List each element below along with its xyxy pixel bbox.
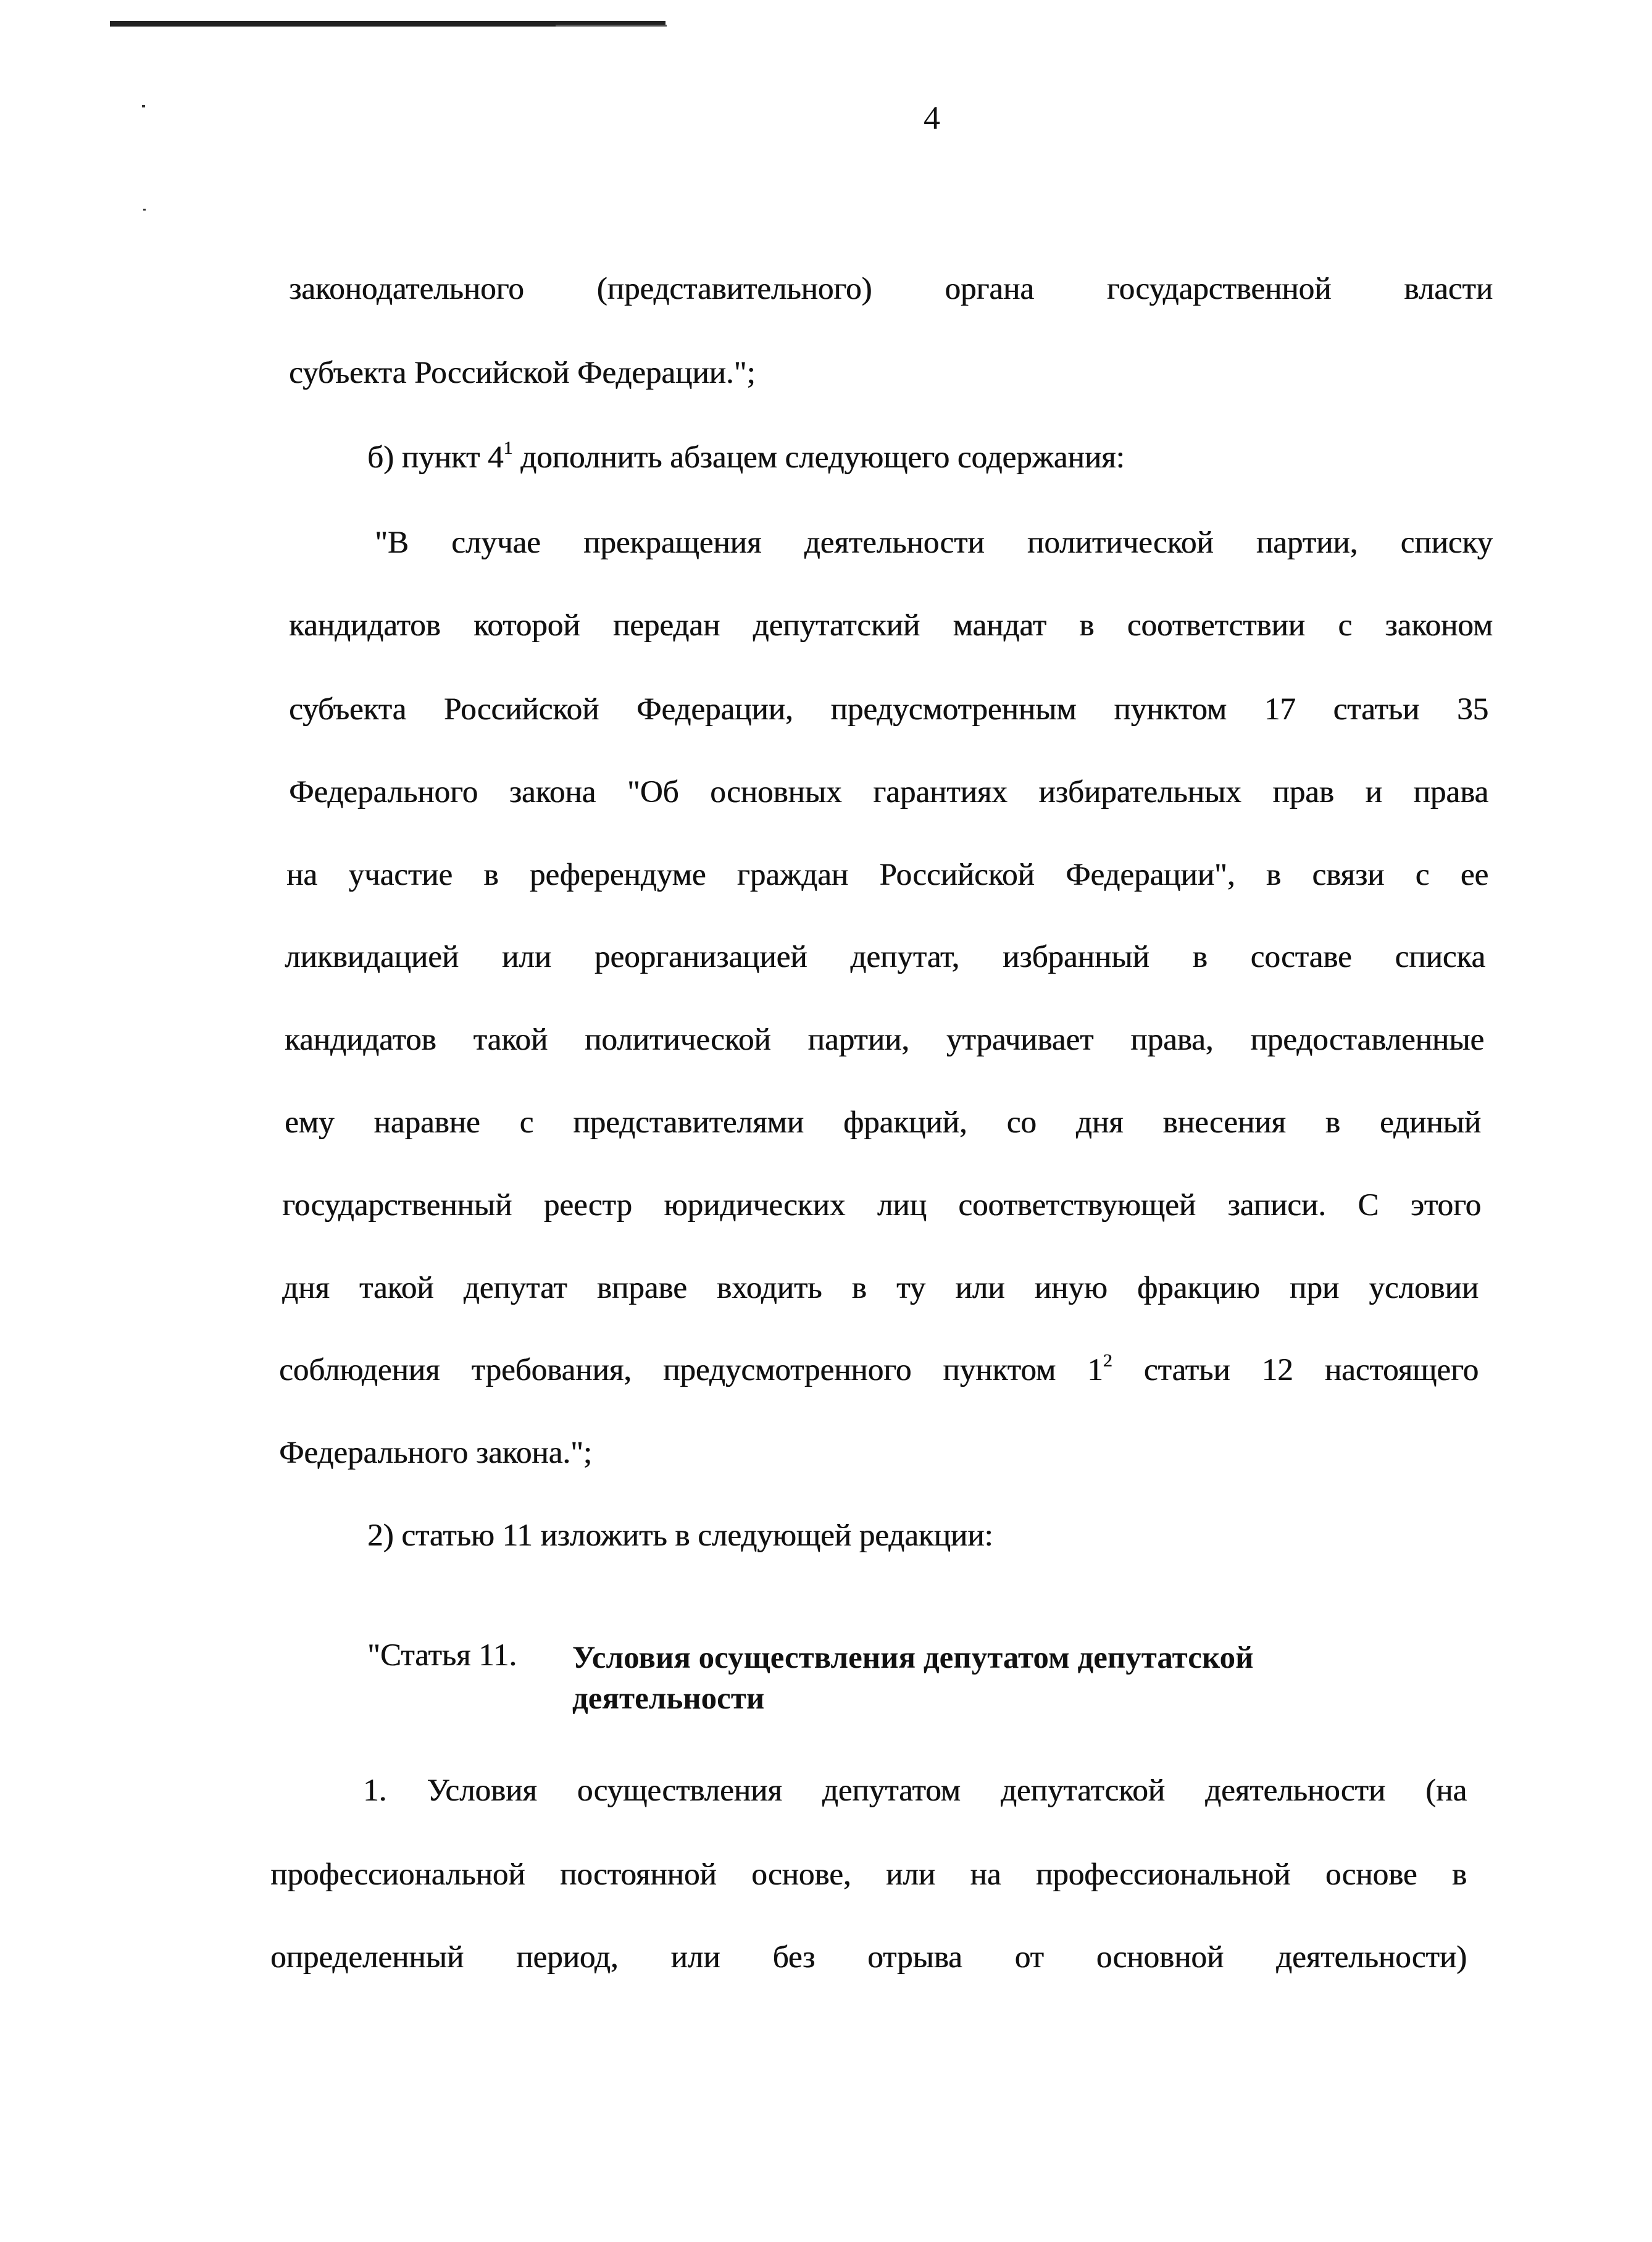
line-text: статьи 12 настоящего <box>1112 1353 1479 1387</box>
text-line: законодательного (представительного) органа государственной власти <box>289 272 1493 306</box>
text-line: "В случае прекращения деятельности политической партии, списку <box>375 525 1493 560</box>
page-number: 4 <box>924 99 940 136</box>
text-line: определенный период, или без отрыва от основной деятельности) <box>270 1940 1467 1975</box>
text-line <box>367 436 1125 479</box>
text-line: дня такой депутат вправе входить в ту или иную фракцию при условии <box>282 1271 1479 1305</box>
text-line: ему наравне с представителями фракций, со дня внесения в единый <box>285 1105 1481 1140</box>
text-line: на участие в референдуме граждан Российской Федерации", в связи с ее <box>286 858 1488 892</box>
article-label: "Статья 11. <box>367 1638 517 1673</box>
text-line <box>279 1349 1479 1392</box>
text-line: Федерального закона "Об основных гарантиях избирательных прав и права <box>289 775 1488 809</box>
text-line: 2) статью 11 изложить в следующей редакции: <box>367 1518 993 1553</box>
text-line: Федерального закона."; <box>279 1436 592 1470</box>
text-line: кандидатов такой политической партии, утрачивает права, предоставленные <box>285 1023 1484 1057</box>
article-title: Условия осуществления депутатом депутатской деятельности <box>572 1641 1254 1716</box>
scan-speck <box>142 105 145 107</box>
text-line: государственный реестр юридических лиц соответствующей записи. С этого <box>282 1188 1481 1223</box>
text-line: субъекта Российской Федерации, предусмотренным пунктом 17 статьи 35 <box>289 692 1488 727</box>
text-line: 1. Условия осуществления депутатом депутатской деятельности (на <box>363 1773 1467 1808</box>
text-line: субъекта Российской Федерации."; <box>289 356 756 390</box>
superscript: 2 <box>1103 1350 1112 1371</box>
line-text: дополнить абзацем следующего содержания: <box>512 440 1125 475</box>
text-line: профессиональной постоянной основе, или на профессиональной основе в <box>270 1857 1467 1892</box>
text-line: кандидатов которой передан депутатский мандат в соответствии с законом <box>289 608 1493 643</box>
text-line: ликвидацией или реорганизацией депутат, избранный в составе списка <box>285 940 1485 974</box>
scan-speck <box>143 209 146 211</box>
scan-top-edge-tail <box>556 25 667 27</box>
line-text: б) пункт 4 <box>367 440 504 475</box>
line-text: соблюдения требования, предусмотренного пунктом 1 <box>279 1353 1103 1387</box>
superscript: 1 <box>503 438 513 458</box>
